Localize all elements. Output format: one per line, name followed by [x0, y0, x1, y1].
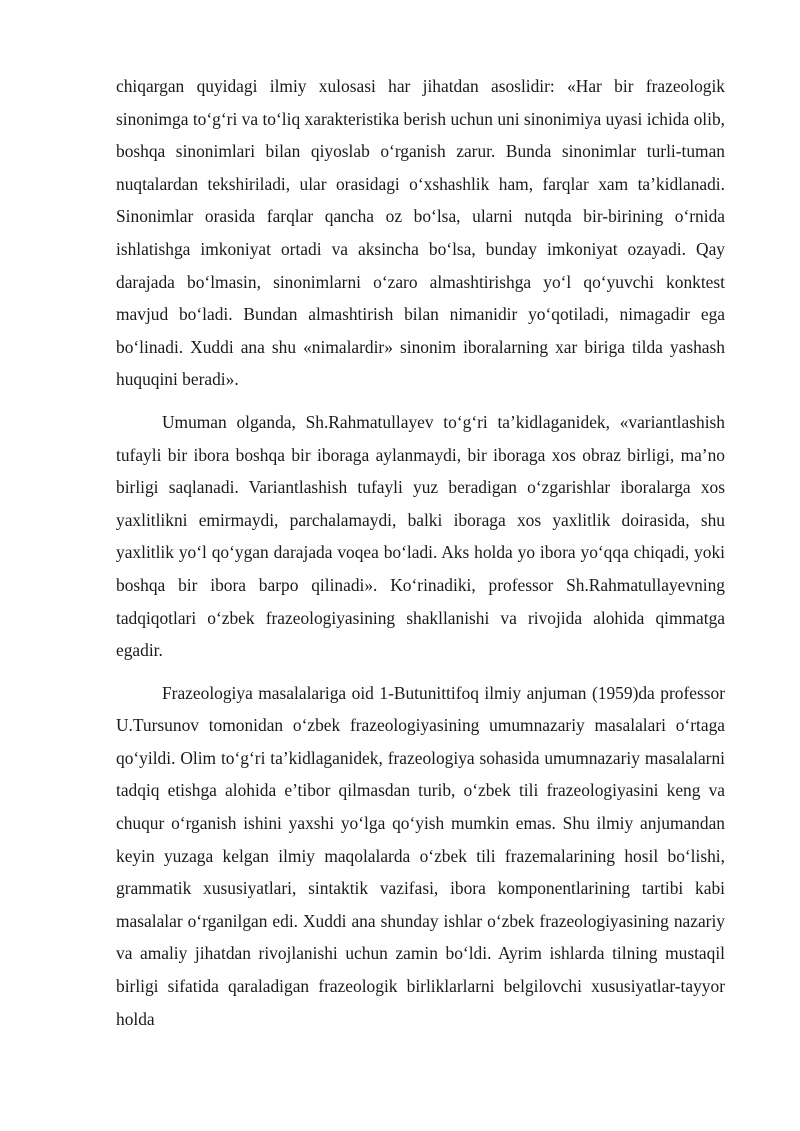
paragraph-3: Frazeologiya masalalariga oid 1-Butunittifoq ilmiy anjuman (1959)da professor U.Tursunov tomonidan o‘zbek frazeologiyasining umumnazariy masalalari o‘rtaga qo‘yildi. Olim to‘g‘ri ta’kidlaganidek, frazeologiya sohasida umumnazariy masalalarni tadqiq etishga alohida e’tibor qilmasdan turib, o‘zbek tili frazeologiyasini keng va chuqur o‘rganish ishini yaxshi yo‘lga qo‘yish mumkin emas. Shu ilmiy anjumandan keyin yuzaga kelgan ilmiy maqolalarda o‘zbek tili frazemalarining hosil bo‘lishi, grammatik xususiyatlari, sintaktik vazifasi, ibora komponentlarining tartibi kabi masalalar o‘rganilgan edi. Xuddi ana shunday ishlar o‘zbek frazeologiyasining nazariy va amaliy jihatdan rivojlanishi uchun zamin bo‘ldi. Ayrim ishlarda tilning mustaqil birligi sifatida qaraladigan frazeologik birliklarlarni belgilovchi xususiyatlar-tayyor holda — [116, 682, 725, 1029]
paragraph-2: Umuman olganda, Sh.Rahmatullayev to‘g‘ri ta’kidlaganidek, «variantlashish tufayli bir ibora boshqa bir iboraga aylanmaydi, bir iboraga xos obraz birligi, ma’no birligi saqlanadi. Variantlashish tufayli yuz beradigan o‘zgarishlar iboralarga xos yaxlitlikni emirmaydi, parchalamaydi, balki iboraga xos yaxlitlik doirasida, shu yaxlitlik yo‘l qo‘ygan darajada voqea bo‘ladi. Aks holda yo ibora yo‘qqa chiqadi, yoki boshqa bir ibora barpo qilinadi». Ko‘rinadiki, professor Sh.Rahmatullayevning tadqiqotlari o‘zbek frazeologiyasining shakllanishi va rivojida alohida qimmatga egadir. — [116, 411, 725, 661]
body-text — [116, 70, 725, 1035]
paragraph-1: chiqargan quyidagi ilmiy xulosasi har jihatdan asoslidir: «Har bir frazeologik sinonimga to‘g‘ri va to‘liq xarakteristika berish uchun uni sinonimiya uyasi ichida olib, boshqa sinonimlari bilan qiyoslab o‘rganish zarur. Bunda sinonimlar turli-tuman nuqtalardan tekshiriladi, ular orasidagi o‘xshashlik ham, farqlar xam ta’kidlanadi. Sinonimlar orasida farqlar qancha oz bo‘lsa, ularni nutqda bir-birining o‘rnida ishlatishga imkoniyat ortadi va aksincha bo‘lsa, bunday imkoniyat ozayadi. Qay darajada bo‘lmasin, sinonimlarni o‘zaro almashtirishga yo‘l qo‘yuvchi konktest mavjud bo‘ladi. Bundan almashtirish bilan nimanidir yo‘qotiladi, nimagadir ega bo‘linadi. Xuddi ana shu «nimalardir» sinonim iboralarning xar biriga tilda yashash huquqini beradi». — [116, 76, 725, 390]
